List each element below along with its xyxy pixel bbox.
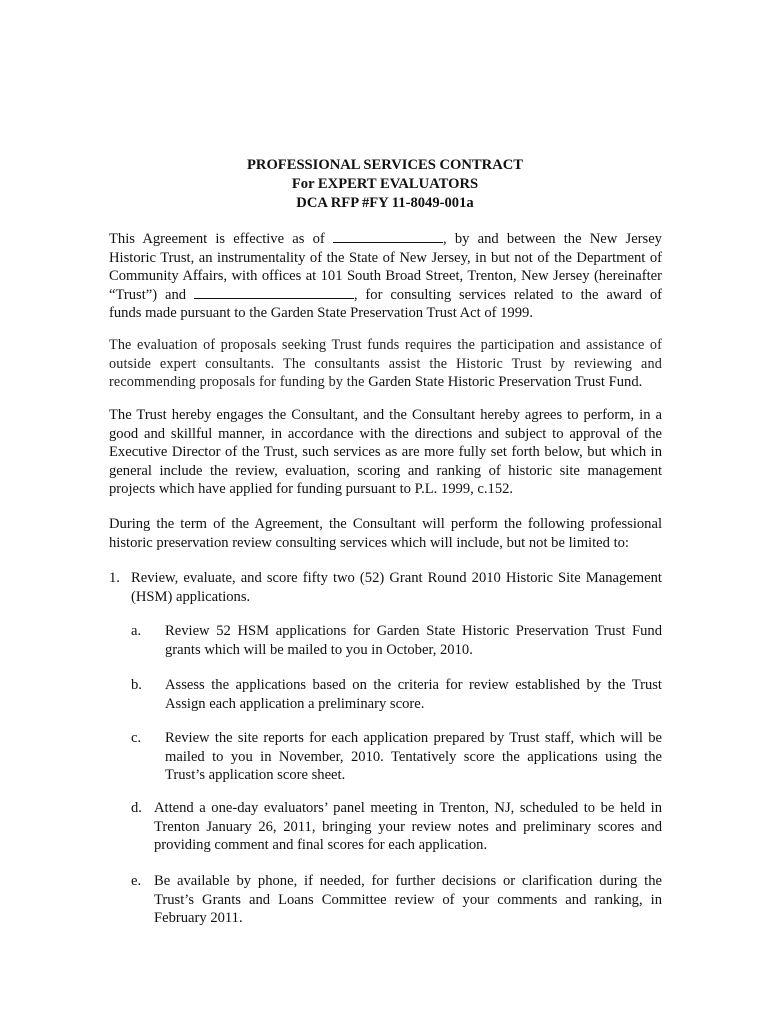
list-item-a: a. Review 52 HSM applications for Garden State Historic Preservation Trust Fund grants which will be mailed to you in October, 2010. bbox=[131, 623, 662, 658]
agreement-paragraph: This Agreement is effective as of , by and between the New Jersey Historic Trust, an instrumentality of the State of New Jersey, in but not of the Department of Community Affairs, with offices at 101 South Broad Street, Trenton, New Jersey (hereinafter “Trust”) and , for consulting services related to the award of funds made pursuant to the Garden State Preservation Trust Act of 1999. bbox=[109, 231, 662, 322]
list-item-e: e. Be available by phone, if needed, for further decisions or clarification during the Trust’s Grants and Loans Committee review of your comments and ranking, in February 2011. bbox=[131, 873, 662, 927]
evaluation-paragraph: The evaluation of proposals seeking Trust funds requires the participation and assistance of outside expert consultants. The consultants assist the Historic Trust by reviewing and recommending proposals for funding by the Garden State Historic Preservation Trust Fund. bbox=[109, 337, 662, 391]
engagement-paragraph: The Trust hereby engages the Consultant, and the Consultant hereby agrees to perform, in a good and skillful manner, in accordance with the directions and subject to approval of the Executive Director of the Trust, such services as are more fully set forth below, but which in general include the review, evaluation, scoring and ranking of historic site management projects which have applied for funding pursuant to P.L. 1999, c.152. bbox=[109, 407, 662, 498]
term-paragraph: During the term of the Agreement, the Consultant will perform the following professional historic preservation review consulting services which will include, but not be limited to: bbox=[109, 516, 662, 551]
effective-date-blank bbox=[333, 230, 443, 243]
consultant-name-blank bbox=[194, 286, 354, 299]
contract-subtitle: For EXPERT EVALUATORS bbox=[291, 176, 479, 192]
list-item-c: c. Review the site reports for each application prepared by Trust staff, which will be mailed to you in November, 2010. Tentatively score the applications using the Trust’s application score sheet. bbox=[131, 730, 662, 784]
contract-title-block bbox=[0, 156, 770, 213]
rfp-number: DCA RFP #FY 11-8049-001a bbox=[296, 195, 474, 211]
contract-title: PROFESSIONAL SERVICES CONTRACT bbox=[246, 157, 524, 173]
list-item-b: b. Assess the applications based on the criteria for review established by the Trust Assign each application a preliminary score. bbox=[131, 677, 662, 712]
list-item-d: d. Attend a one-day evaluators’ panel meeting in Trenton, NJ, scheduled to be held in Trenton January 26, 2011, bringing your review notes and preliminary scores and providing comment and final scores for each application. bbox=[131, 800, 662, 854]
list-item-1: 1. Review, evaluate, and score fifty two (52) Grant Round 2010 Historic Site Management (HSM) applications. bbox=[109, 570, 662, 605]
